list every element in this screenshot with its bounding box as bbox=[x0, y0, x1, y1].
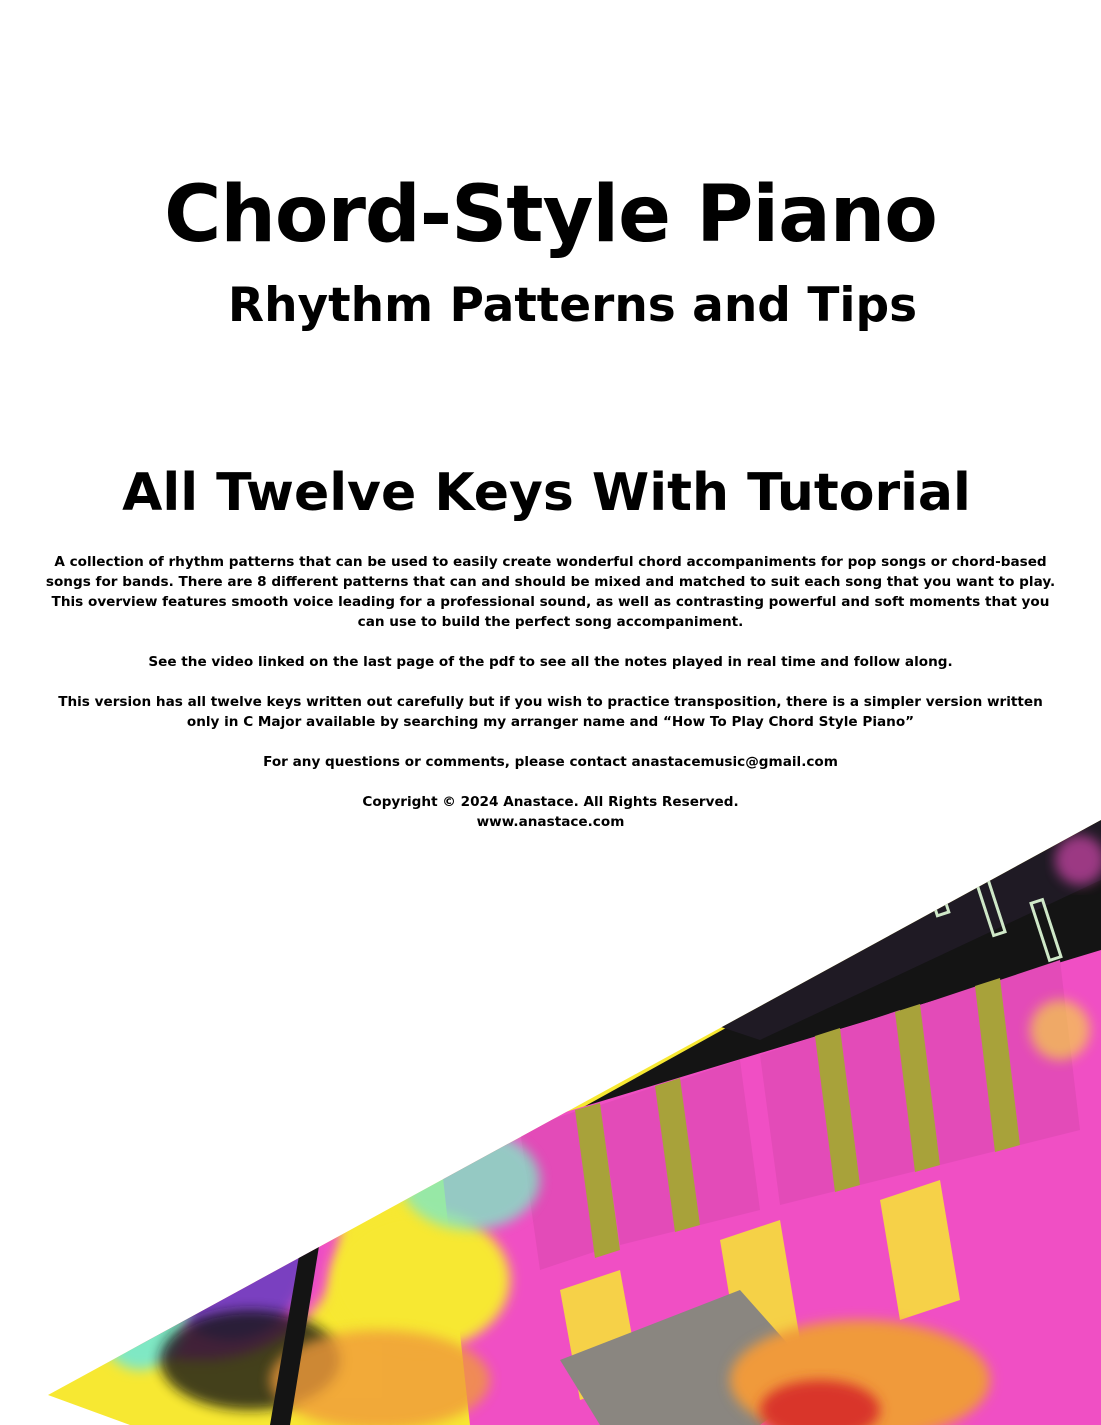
copyright-line: Copyright © 2024 Anastace. All Rights Reserved. bbox=[362, 794, 739, 810]
contact-note: For any questions or comments, please contact anastacemusic@gmail.com bbox=[263, 754, 838, 770]
description-block bbox=[44, 552, 1057, 832]
description-paragraph: A collection of rhythm patterns that can be used to easily create wonderful chord accompaniments for pop songs or chord-based songs for bands. There are 8 different patterns that can and should be mixed and matched to suit each song that you want to play. This overview features smooth voice leading for a professional sound, as well as contrasting powerful and soft moments that you can use to build the perfect song accompaniment. bbox=[45, 554, 1056, 630]
video-note: See the video linked on the last page of the pdf to see all the notes played in real time and follow along. bbox=[148, 654, 953, 670]
piano-artwork bbox=[0, 820, 1101, 1425]
website-line: www.anastace.com bbox=[476, 814, 625, 830]
keys-heading: All Twelve Keys With Tutorial bbox=[122, 463, 971, 523]
page-subtitle: Rhythm Patterns and Tips bbox=[227, 278, 918, 333]
version-note: This version has all twelve keys written out carefully but if you wish to practice transposition, there is a simpler version written only in C Major available by searching my arranger name and “How To Play Chord Style Piano” bbox=[58, 694, 1043, 730]
page-title: Chord-Style Piano bbox=[164, 170, 937, 260]
